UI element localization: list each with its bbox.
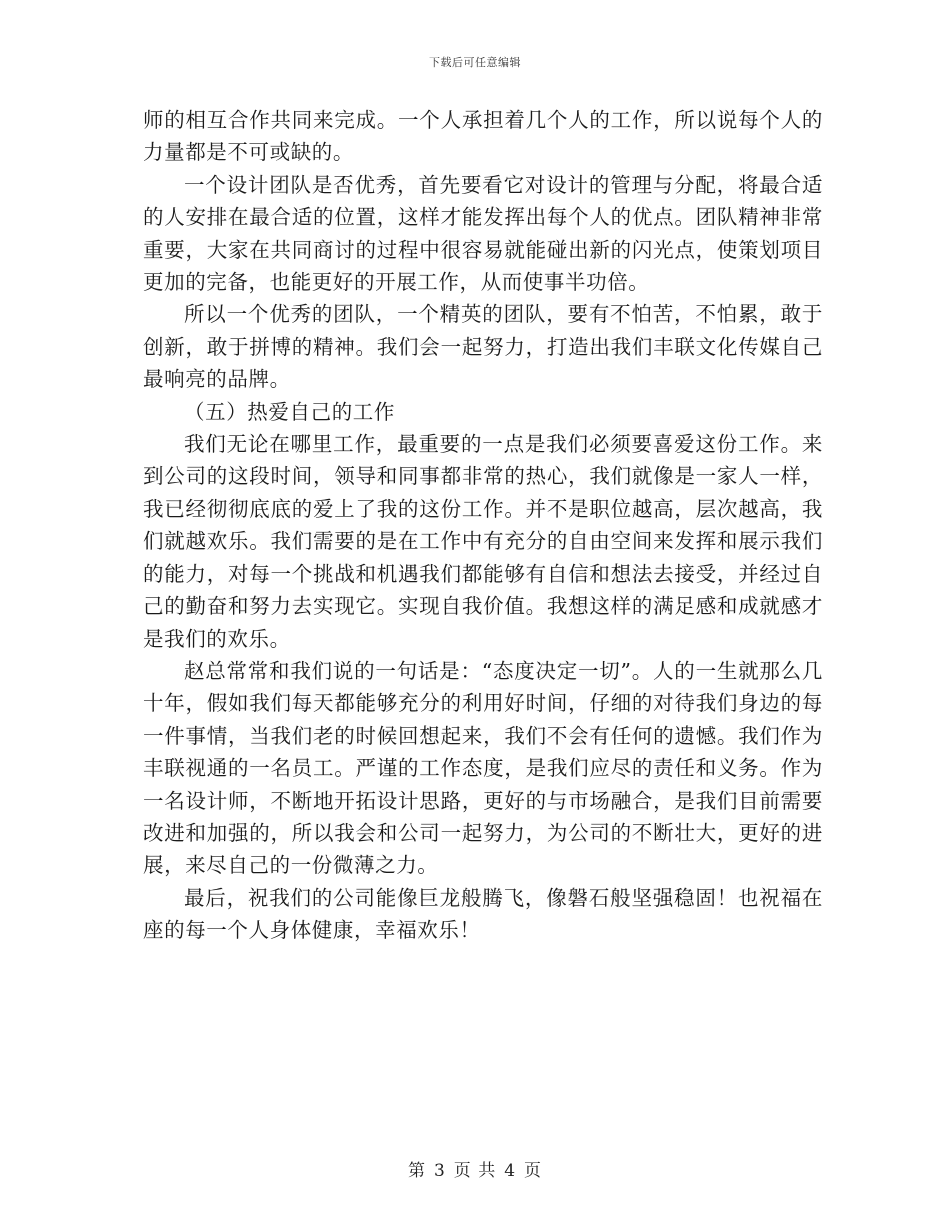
- paragraph: 最后，祝我们的公司能像巨龙般腾飞，像磐石般坚强稳固！也祝福在座的每一个人身体健康，幸福欢乐！: [143, 885, 823, 943]
- page-footer: [0, 1156, 950, 1181]
- paragraph: 我们无论在哪里工作，最重要的一点是我们必须要喜爱这份工作。来到公司的这段时间，领导和同事都非常的热心，我们就像是一家人一样，我已经彻彻底底的爱上了我的这份工作。并不是职位越高，层次越高，我们就越欢乐。我们需要的是在工作中有充分的自由空间来发挥和展示我们的能力，对每一个挑战和机遇我们都能够有自信和想法去接受，并经过自己的勤奋和努力去实现它。实现自我价值。我想这样的满足感和成就感才是我们的欢乐。: [143, 432, 823, 651]
- footer-suffix: 页: [524, 1161, 543, 1181]
- paragraph: 所以一个优秀的团队，一个精英的团队，要有不怕苦，不怕累，敢于创新，敢于拼博的精神。我们会一起努力，打造出我们丰联文化传媒自己最响亮的品牌。: [143, 302, 823, 392]
- footer-current-page: 3: [433, 1161, 446, 1181]
- document-body: [143, 104, 823, 947]
- footer-prefix: 第: [407, 1161, 426, 1181]
- footer-middle: 页 共: [453, 1161, 497, 1181]
- paragraph: 师的相互合作共同来完成。一个人承担着几个人的工作，所以说每个人的力量都是不可或缺的。: [143, 108, 823, 165]
- paragraph: 赵总常常和我们说的一句话是：“态度决定一切”。人的一生就那么几十年，假如我们每天都能够充分的利用好时间，仔细的对待我们身边的每一件事情，当我们老的时候回想起来，我们不会有任何的遗憾。我们作为丰联视通的一名员工。严谨的工作态度，是我们应尽的责任和义务。作为一名设计师，不断地开拓设计思路，更好的与市场融合，是我们目前需要改进和加强的，所以我会和公司一起努力，为公司的不断壮大，更好的进展，来尽自己的一份微薄之力。: [143, 658, 823, 878]
- page-header: 下载后可任意编辑: [429, 56, 521, 69]
- paragraph: 一个设计团队是否优秀，首先要看它对设计的管理与分配，将最合适的人安排在最合适的位置，这样才能发挥出每个人的优点。团队精神非常重要，大家在共同商讨的过程中很容易就能碰出新的闪光点，使策划项目更加的完备，也能更好的开展工作，从而使事半功倍。: [143, 172, 823, 295]
- footer-total-pages: 4: [504, 1161, 517, 1181]
- section-heading: （五）热爱自己的工作: [184, 399, 395, 424]
